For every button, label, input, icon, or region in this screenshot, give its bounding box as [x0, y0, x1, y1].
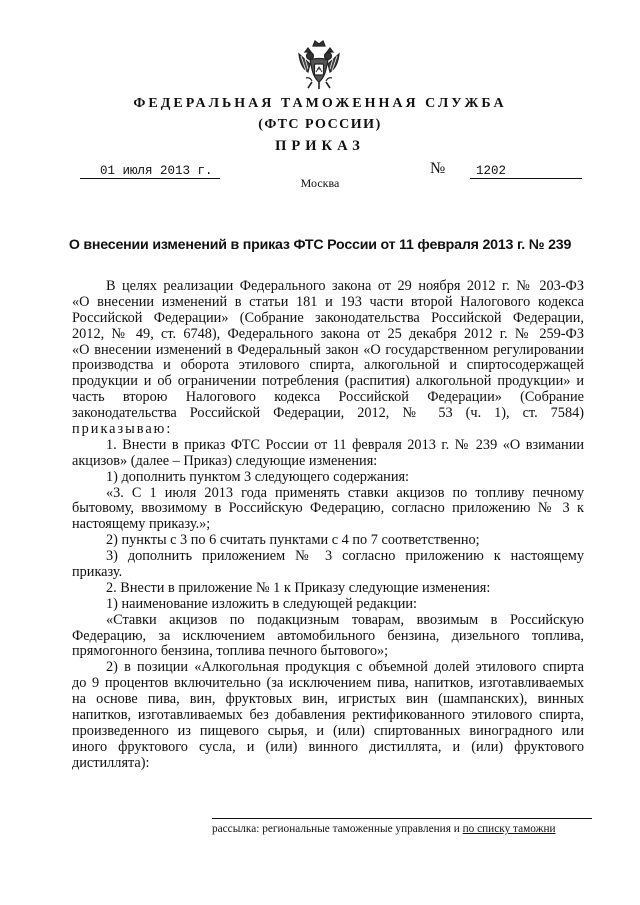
- distribution-note: [212, 818, 592, 835]
- body-line: В целях реализации Федерального закона от 29 ноября 2012 г. № 203-ФЗ: [106, 279, 584, 294]
- order-date: 01 июля 2013 г.: [80, 164, 220, 179]
- body-line: часть второю Налогового кодекса Российской Федерации» (Собрание: [72, 390, 584, 406]
- body-line: настоящему приказу.»;: [72, 516, 211, 533]
- body-line: иного фруктового сусла, и (или) винного дистиллята, и (или) фруктового: [72, 739, 584, 755]
- body-line: на основе пива, вин, фруктовых вин, игристых вин (шампанских), винных: [72, 692, 584, 708]
- body-line: прямогонного бензина, топлива печного бытового»;: [72, 643, 389, 660]
- body-line: «Ставки акцизов по подакцизным товарам, ввозимым в Российскую: [106, 612, 584, 628]
- distribution-text: рассылка: региональные таможенные управления и: [212, 823, 460, 835]
- body-line: акцизов» (далее – Приказ) следующие изменения:: [72, 452, 378, 469]
- body-line: произведенного из пищевого сырья, и (или) спиртованных виноградного или: [72, 723, 584, 739]
- body-line: Российской Федерации» (Собрание законодательства Российской Федерации,: [72, 310, 584, 326]
- russian-coat-of-arms-icon: [296, 38, 342, 92]
- body-line: до 9 процентов включительно (за исключением пива, напитков, изготавливаемых: [72, 676, 584, 692]
- body-line: приказываю:: [72, 421, 173, 438]
- body-line: «О внесении изменений в статьи 181 и 193 части второй Налогового кодекса: [72, 294, 584, 310]
- city: Москва: [300, 176, 340, 190]
- body-line: 2) в позиции «Алкогольная продукция с объемной долей этилового спирта: [106, 660, 584, 676]
- order-body: [72, 279, 584, 772]
- body-line: приказу.: [72, 564, 123, 581]
- body-line: Федерацию, за исключением автомобильного бензина, дизельного топлива,: [72, 628, 584, 644]
- body-line: 2. Внести в приложение № 1 к Приказу следующие изменения:: [106, 579, 491, 596]
- order-number: 1202: [470, 164, 582, 179]
- distribution-underlined: по списку таможни: [462, 823, 556, 835]
- body-line: 3) дополнить приложением № 3 согласно приложению к настоящему: [106, 549, 584, 565]
- body-line: 2012, № 49, ст. 6748), Федерального закона от 25 декабря 2012 г. № 259-ФЗ: [72, 326, 584, 342]
- body-line: 1. Внести в приказ ФТС России от 11 февраля 2013 г. № 239 «О взимании: [106, 437, 584, 453]
- order-title: О внесении изменений в приказ ФТС России от 11 февраля 2013 г. № 239: [68, 237, 572, 253]
- body-line: 1) дополнить пунктом 3 следующего содержания:: [106, 468, 410, 485]
- body-line: бытовому, ввозимому в Российскую Федерацию, согласно приложению № 3 к: [72, 501, 584, 517]
- agency-name: ФЕДЕРАЛЬНАЯ ТАМОЖЕННАЯ СЛУЖБА: [133, 96, 507, 111]
- body-line: 2) пункты с 3 по 6 считать пунктами с 4 по 7 соответственно;: [106, 532, 480, 549]
- body-line: законодательства Российской Федерации, 2012, № 53 (ч. 1), ст. 7584): [72, 406, 584, 422]
- document-type: ПРИКАЗ: [275, 138, 365, 154]
- body-line: «О внесении изменений в Федеральный закон «О государственном регулировании: [72, 342, 584, 358]
- body-line: «3. С 1 июля 2013 года применять ставки акцизов по топливу печному: [106, 485, 584, 501]
- body-line: дистиллята):: [72, 754, 150, 771]
- body-line: 1) наименование изложить в следующей редакции:: [106, 595, 417, 612]
- number-label: №: [430, 160, 446, 177]
- agency-short-name: (ФТС РОССИИ): [258, 117, 382, 132]
- body-line: продукции и об ограничении потребления (распития) алкогольной продукции» и: [72, 374, 584, 390]
- body-line: напитков, изготавливаемых без добавления ректификованного этилового спирта,: [72, 708, 584, 724]
- body-line: производства и оборота этилового спирта, алкогольной и спиртосодержащей: [72, 358, 584, 374]
